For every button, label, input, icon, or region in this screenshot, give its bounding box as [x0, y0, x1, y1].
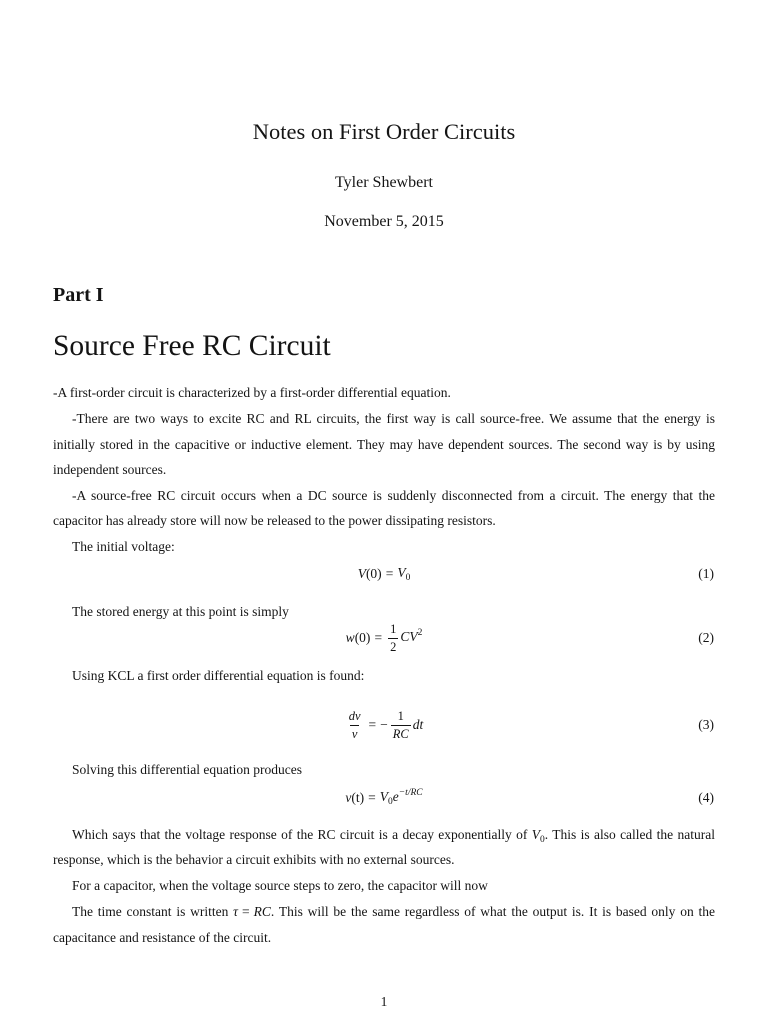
equals-sign: =	[385, 566, 394, 581]
math-subscript: 0	[405, 573, 411, 583]
fraction-numerator: 1	[390, 621, 397, 636]
solving-text: Solving this differential equation produces	[72, 762, 302, 777]
page-number: 1	[380, 994, 388, 1009]
fraction-numerator: 1	[397, 708, 404, 723]
kcl-text: Using KCL a first order differential equation is found:	[72, 668, 365, 683]
equals-sign: =	[374, 630, 383, 645]
decay-text-before: Which says that the voltage response of the RC circuit is a decay exponentially of	[72, 827, 532, 842]
section-heading: Source Free RC Circuit	[53, 330, 331, 362]
math-variable: v	[345, 790, 352, 805]
tau-symbol: τ	[233, 904, 239, 919]
excite-paragraph-line: initially stored in the capacitive or inductive element. They may have dependent sources. The second way is by using	[53, 437, 715, 452]
equation-number: (1)	[698, 566, 714, 581]
equation-lhs	[346, 628, 371, 648]
math-subscript: 0	[540, 835, 545, 845]
decay-paragraph-line	[72, 825, 715, 845]
equation-lhs	[358, 564, 382, 584]
part-heading: Part I	[53, 284, 104, 306]
math-superscript: 2	[417, 628, 423, 638]
math-subscript: 0	[388, 797, 393, 807]
equation-3	[53, 703, 715, 747]
equals-sign: =	[368, 790, 376, 805]
fraction	[388, 621, 398, 656]
equation-1	[53, 562, 715, 586]
excite-paragraph-line: -There are two ways to excite RC and RL circuits, the first way is call source-free. We assume that the energy is	[72, 411, 715, 426]
equation-number: (4)	[698, 790, 714, 805]
equation-2	[53, 616, 715, 660]
math-variable: w	[345, 630, 355, 645]
equals-sign: =	[242, 904, 250, 919]
capacitor-paragraph-line: For a capacitor, when the voltage source steps to zero, the capacitor will now	[72, 878, 488, 893]
document-date: November 5, 2015	[324, 213, 444, 230]
stored-energy-text: The stored energy at this point is simply	[72, 604, 289, 619]
math-variable: RC	[253, 904, 271, 919]
fraction-numerator: dv	[348, 708, 361, 723]
intro-paragraph-line: -A first-order circuit is characterized by a first-order differential equation.	[53, 385, 451, 400]
excite-paragraph-line: independent sources.	[53, 462, 167, 477]
equation-lhs	[345, 788, 364, 808]
equation-rhs	[397, 563, 410, 585]
document-title: Notes on First Order Circuits	[252, 119, 516, 144]
minus-sign: −	[380, 717, 388, 732]
equals-sign: =	[368, 717, 377, 732]
source-free-paragraph-line: -A source-free RC circuit occurs when a DC source is suddenly disconnected from a circuit. The energy that the	[72, 488, 715, 503]
time-constant-paragraph-line: capacitance and resistance of the circuit.	[53, 930, 272, 945]
math-variable: dt	[412, 717, 424, 732]
decay-text-after: . This is also called the natural	[544, 827, 715, 842]
math-variable: V	[379, 789, 389, 804]
math-argument: (0)	[365, 566, 382, 581]
math-exponential-base: e	[392, 789, 399, 804]
fraction-denominator: v	[351, 726, 358, 741]
equation-number: (3)	[698, 717, 714, 732]
fraction-denominator: 2	[390, 639, 397, 654]
fraction-denominator: RC	[392, 726, 409, 741]
math-superscript: −t/RC	[398, 788, 423, 798]
math-variable: V	[397, 565, 406, 580]
author-name: Tyler Shewbert	[335, 174, 433, 191]
equation-rhs	[380, 787, 423, 809]
math-argument: (0)	[354, 630, 371, 645]
math-argument: (t)	[351, 790, 365, 805]
equation-4	[53, 786, 715, 810]
time-constant-text-after: . This will be the same regardless of what the output is. It is based only on the	[270, 904, 715, 919]
fraction	[391, 708, 411, 743]
decay-paragraph-line: response, which is the behavior a circuit exhibits with no external sources.	[53, 852, 455, 867]
equation-number: (2)	[698, 630, 714, 645]
math-variable: V	[357, 566, 366, 581]
time-constant-text-before: The time constant is written	[72, 904, 234, 919]
math-variable: V	[531, 827, 540, 842]
equation-rhs	[400, 627, 422, 649]
source-free-paragraph-line: capacitor has already store will now be released to the power dissipating resistors.	[53, 513, 496, 528]
fraction	[347, 708, 363, 743]
math-variable: CV	[400, 629, 418, 644]
time-constant-paragraph-line	[72, 902, 715, 922]
initial-voltage-text: The initial voltage:	[72, 539, 175, 554]
